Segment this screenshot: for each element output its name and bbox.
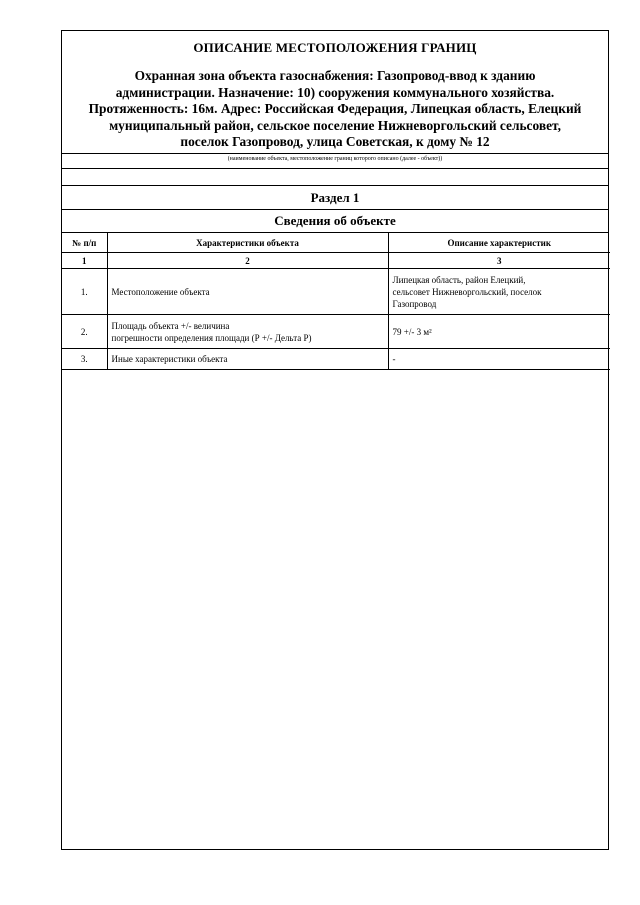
object-description-line: администрации. Назначение: 10) сооружения коммунального хозяйства.	[115, 84, 555, 100]
row-number: 1.	[62, 269, 107, 315]
column-header-description: Описание характеристик	[388, 233, 610, 253]
table-row	[62, 315, 610, 349]
row-description-line: Липецкая область, район Елецкий,	[392, 274, 526, 285]
column-header-characteristic: Характеристики объекта	[107, 233, 388, 253]
row-description	[388, 269, 610, 315]
column-index: 2	[107, 253, 388, 269]
column-index: 1	[62, 253, 107, 269]
section-title: Раздел 1	[62, 186, 608, 210]
row-number: 3.	[62, 349, 107, 370]
object-description-line: поселок Газопровод, улица Советская, к дому № 12	[180, 134, 490, 149]
document-sheet	[61, 30, 609, 850]
row-characteristic	[107, 315, 388, 349]
object-description-line: муниципальный район, сельское поселение Нижневоргольский сельсовет,	[109, 117, 561, 133]
object-caption: (наименование объекта, местоположение границ которого описано (далее - объект))	[62, 154, 608, 169]
row-characteristic-line: Площадь объекта +/- величина	[111, 320, 230, 331]
table-index-row	[62, 253, 610, 269]
document-title: ОПИСАНИЕ МЕСТОПОЛОЖЕНИЯ ГРАНИЦ	[193, 40, 477, 55]
object-info-table	[62, 233, 610, 370]
object-description-line: Охранная зона объекта газоснабжения: Газопровод-ввод к зданию	[134, 68, 536, 83]
row-description: -	[388, 349, 610, 370]
section-subtitle: Сведения об объекте	[62, 210, 608, 233]
row-description: 79 +/- 3 м²	[388, 315, 610, 349]
spacer-row	[62, 169, 608, 186]
object-description	[66, 68, 604, 151]
row-characteristic-line: погрешности определения площади (Р +/- Дельта Р)	[111, 332, 312, 343]
column-index: 3	[388, 253, 610, 269]
column-header-number: № п/п	[62, 233, 107, 253]
row-characteristic: Иные характеристики объекта	[107, 349, 388, 370]
object-description-line: Протяженность: 16м. Адрес: Российская Федерация, Липецкая область, Елецкий	[88, 101, 582, 116]
row-characteristic: Местоположение объекта	[107, 269, 388, 315]
row-description-line: Газопровод	[392, 298, 437, 309]
document-header	[62, 31, 608, 154]
table-row	[62, 269, 610, 315]
table-header-row	[62, 233, 610, 253]
row-description-line: сельсовет Нижневоргольский, поселок	[392, 286, 542, 297]
table-row	[62, 349, 610, 370]
row-number: 2.	[62, 315, 107, 349]
